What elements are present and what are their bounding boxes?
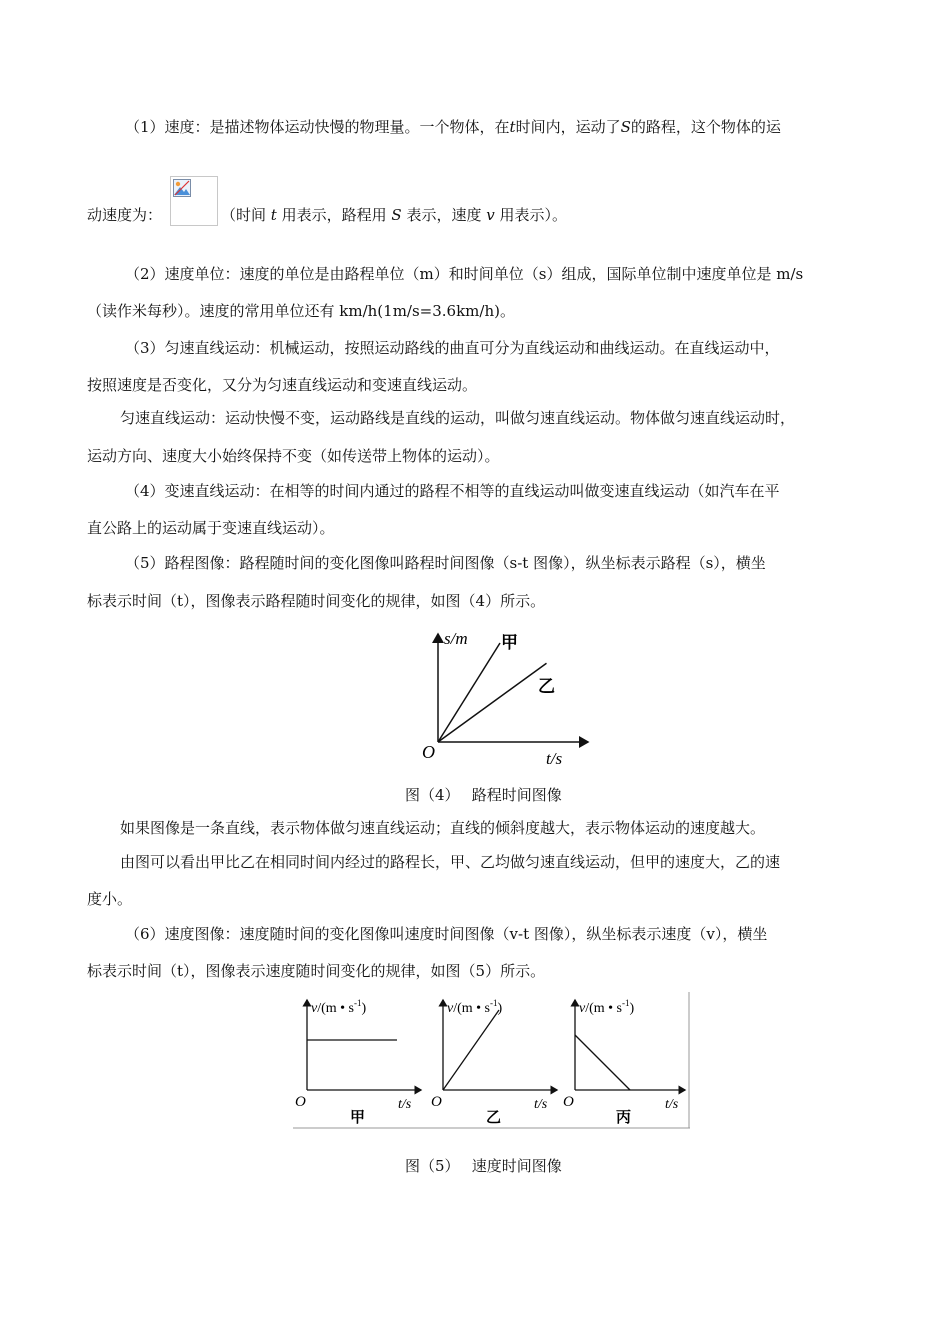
series-yi-line	[438, 663, 547, 742]
p1-line2-left	[87, 205, 162, 225]
label-yi: 乙	[538, 677, 555, 696]
p6-line2: 由图可以看出甲比乙在相同时间内经过的路程长，甲、乙均做匀速直线运动，但甲的速度大，乙的速	[120, 853, 781, 871]
origin-label: O	[431, 1094, 442, 1110]
p7-line1: （6）速度图像：速度随时间的变化图像叫速度时间图像（v-t 图像），纵坐标表示速度（v），横坐	[125, 925, 768, 943]
p2-line1: （2）速度单位：速度的单位是由路程单位（m）和时间单位（s）组成，国际单位制中速度单位是 m/s	[125, 265, 804, 283]
p4-line2: 直公路上的运动属于变速直线运动）。	[87, 519, 335, 537]
panel-jia	[295, 998, 421, 1126]
y-axis-label: v/(m • $s^{-1}$)	[579, 998, 635, 1016]
formula-image-placeholder	[170, 176, 218, 226]
x-axis-label: t/s	[534, 1097, 548, 1112]
p3-line4: 运动方向、速度大小始终保持不变（如传送带上物体的运动）。	[87, 447, 500, 465]
p1-text: 的路程，这个物体的运	[630, 118, 781, 136]
series-yi-line	[443, 1010, 499, 1090]
p1-text: 表示，速度	[406, 206, 482, 224]
p1-text: 动速度为：	[87, 206, 163, 224]
p1-text: 用表示，路程用	[281, 206, 387, 224]
p3-line1: （3）匀速直线运动：机械运动，按照运动路线的曲直可分为直线运动和曲线运动。在直线运动中，	[125, 339, 780, 357]
p1-text: （1）速度：是描述物体运动快慢的物理量。一个物体，在	[125, 118, 510, 136]
var-s: S	[391, 206, 402, 224]
p1-line2-right	[221, 205, 567, 225]
p1-text: 用表示）。	[499, 206, 568, 224]
panel-label-jia: 甲	[350, 1110, 366, 1126]
p5-line1: （5）路程图像：路程随时间的变化图像叫路程时间图像（s-t 图像），纵坐标表示路程（s），横坐	[125, 554, 766, 572]
p1-text: 时间内，运动了	[515, 118, 621, 136]
y-axis-label: v/(m • $s^{-1}$)	[311, 998, 367, 1016]
y-axis-label: v/(m • $s^{-1}$)	[447, 998, 503, 1016]
p6-line3: 度小。	[87, 890, 133, 908]
var-t: t	[509, 118, 516, 136]
p2-line2: （读作米每秒）。速度的常用单位还有 km/h(1m/s=3.6km/h)。	[87, 302, 515, 320]
panel-bing	[563, 998, 685, 1126]
broken-image-icon	[173, 179, 191, 197]
figure-5-caption: 图（5） 速度时间图像	[405, 1157, 562, 1175]
figure-5-vt-graphs	[293, 992, 691, 1130]
var-v: v	[486, 206, 495, 224]
panel-label-yi: 乙	[486, 1110, 502, 1126]
p4-line1: （4）变速直线运动：在相等的时间内通过的路程不相等的直线运动叫做变速直线运动（如汽车在平	[125, 482, 780, 500]
series-bing-line	[575, 1035, 630, 1090]
y-axis-label: s/m	[444, 629, 468, 648]
x-axis-label: t/s	[546, 749, 563, 768]
x-axis-label: t/s	[398, 1097, 412, 1112]
panel-label-bing: 丙	[616, 1110, 632, 1126]
var-t: t	[270, 206, 277, 224]
label-jia: 甲	[501, 633, 518, 652]
origin-label: O	[563, 1094, 574, 1110]
p1-text: （时间	[221, 206, 267, 224]
p7-line2: 标表示时间（t），图像表示速度随时间变化的规律，如图（5）所示。	[87, 962, 546, 980]
p1-line1	[125, 117, 781, 137]
figure-4-caption: 图（4） 路程时间图像	[405, 786, 562, 804]
panel-yi	[431, 998, 557, 1126]
origin-label: O	[422, 742, 435, 762]
p6-line1: 如果图像是一条直线，表示物体做匀速直线运动；直线的倾斜度越大，表示物体运动的速度越大。	[120, 819, 766, 837]
p3-line2: 按照速度是否变化，又分为匀速直线运动和变速直线运动。	[87, 376, 478, 394]
var-s: S	[620, 118, 631, 136]
figure-4-st-graph	[418, 628, 598, 772]
origin-label: O	[295, 1094, 306, 1110]
series-jia-line	[438, 643, 500, 742]
p3-line3: 匀速直线运动：运动快慢不变，运动路线是直线的运动，叫做匀速直线运动。物体做匀速直线运动时，	[120, 409, 796, 427]
p5-line2: 标表示时间（t），图像表示路程随时间变化的规律，如图（4）所示。	[87, 592, 546, 610]
x-axis-label: t/s	[665, 1097, 679, 1112]
